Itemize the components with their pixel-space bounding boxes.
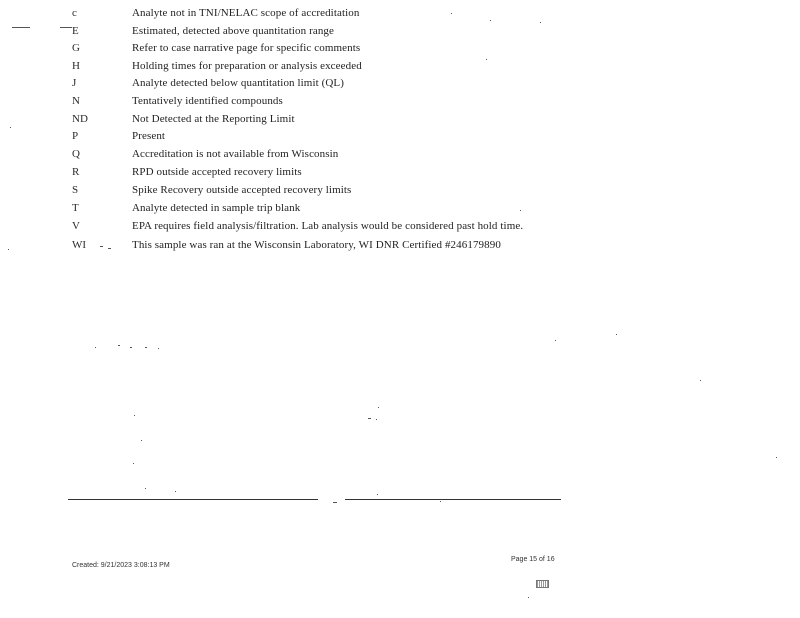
qualifier-row [0,23,800,40]
scan-speck [134,415,135,416]
scan-speck [700,380,701,381]
qualifier-description: Tentatively identified compounds [132,95,283,107]
qualifier-row [0,93,800,110]
qualifier-code: WI [72,239,87,251]
qualifier-code: T [72,202,79,214]
scan-speck [440,501,441,502]
qualifier-description: Estimated, detected above quantitation range [132,25,335,37]
qualifier-code: E [72,25,79,37]
scan-speck [486,59,487,60]
qualifier-row [0,128,800,145]
scan-speck [378,407,379,408]
qualifier-description: EPA requires field analysis/filtration. Lab analysis would be considered past hold time. [132,220,524,232]
scan-speck [333,502,337,503]
qualifier-row [0,200,800,217]
qualifier-row [0,75,800,92]
qualifier-description: Present [132,130,166,142]
scan-speck [376,419,377,420]
qualifier-description: Spike Recovery outside accepted recovery limits [132,184,352,196]
qualifier-row [0,218,800,235]
scan-speck [377,494,378,495]
qualifier-description: Accreditation is not available from Wisconsin [132,148,339,160]
qualifier-code: P [72,130,79,142]
qualifier-code: S [72,184,79,196]
qualifier-code: V [72,220,80,232]
scan-speck [145,347,147,348]
qualifier-row [0,146,800,163]
scan-speck [95,347,96,348]
qualifier-code: G [72,42,80,54]
qualifier-row [0,5,800,22]
scan-speck [60,27,72,28]
scan-speck [616,334,617,335]
qualifier-description: Analyte not in TNI/NELAC scope of accreditation [132,7,360,19]
qualifier-description: Refer to case narrative page for specific comments [132,42,361,54]
qualifier-row [0,182,800,199]
qualifier-row [0,164,800,181]
scan-speck [8,249,9,250]
qualifier-row [0,237,800,254]
scan-speck [158,348,159,349]
qualifier-code: Q [72,148,80,160]
qualifier-description: Analyte detected below quantitation limit (QL) [132,77,345,89]
qualifier-description: Analyte detected in sample trip blank [132,202,301,214]
qualifier-row [0,58,800,75]
page-stamp-mark [536,580,549,588]
qualifier-description: Holding times for preparation or analysis exceeded [132,60,362,72]
scan-speck [368,418,371,419]
scan-speck [10,127,11,128]
qualifier-code: c [72,7,77,19]
qualifier-description: Not Detected at the Reporting Limit [132,113,295,125]
qualifier-code: R [72,166,80,178]
page-number: Page 15 of 16 [511,556,555,563]
scan-speck [133,463,134,464]
scan-speck [490,20,491,21]
scan-speck [528,597,529,598]
qualifier-description: RPD outside accepted recovery limits [132,166,302,178]
qualifier-code: N [72,95,80,107]
scan-speck [175,491,176,492]
scan-speck [520,210,521,211]
scan-speck [118,345,120,346]
qualifier-code: H [72,60,80,72]
scan-speck [555,340,556,341]
scan-speck [145,488,146,489]
created-timestamp: Created: 9/21/2023 3:08:13 PM [72,562,170,569]
scan-speck [451,13,452,14]
scan-speck [100,246,103,247]
qualifier-code: ND [72,113,88,125]
qualifier-row [0,40,800,57]
signature-line-left [68,499,318,500]
scan-speck [776,457,777,458]
qualifier-code: J [72,77,77,89]
scan-speck [540,22,541,23]
signature-line-right [345,499,561,500]
scan-speck [130,347,132,348]
qualifier-description: This sample was ran at the Wisconsin Laboratory, WI DNR Certified #246179890 [132,239,501,251]
scan-speck [108,248,111,249]
qualifier-row [0,111,800,128]
scan-speck [12,27,30,28]
scan-speck [141,440,142,441]
